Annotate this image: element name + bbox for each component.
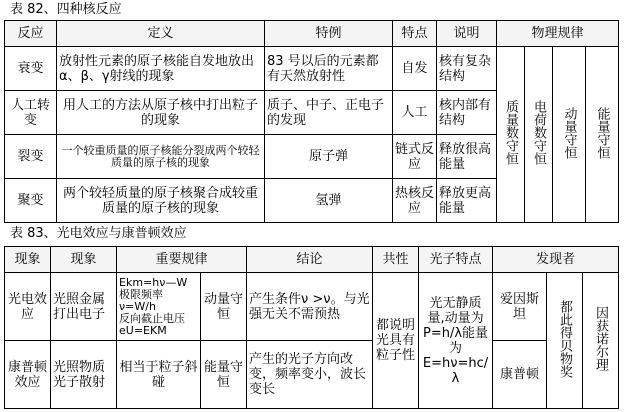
phenomenon2-cell: 光照金属打出电子 <box>51 273 117 341</box>
phenomenon-cell: 光电效应 <box>5 273 51 341</box>
reaction-cell: 裂变 <box>5 135 57 179</box>
definition-cell: 两个较轻质量的原子核聚合成较重质量的原子核的现象 <box>57 179 265 223</box>
feature-cell: 自发 <box>393 47 437 91</box>
feature-cell: 链式反应 <box>393 135 437 179</box>
table-row <box>5 341 619 409</box>
note-cell: 释放很高能量 <box>437 135 497 179</box>
law-energy-text: 能量守恒 <box>594 106 610 159</box>
conclusion-cell: 产生条件ν >ν。与光强无关不需预热 <box>247 273 373 341</box>
nobel-cell-2 <box>583 273 619 409</box>
feature-cell: 人工 <box>393 91 437 135</box>
example-cell: 氢弹 <box>265 179 393 223</box>
law-cell-energy <box>586 47 619 223</box>
table82-caption: 表 82、四种核反应 <box>10 2 122 17</box>
header-reaction: 反应 <box>5 21 57 47</box>
reaction-cell: 聚变 <box>5 179 57 223</box>
law-charge-text: 电荷数守恒 <box>531 100 546 165</box>
note-cell: 核内部有结构 <box>437 91 497 135</box>
law-mass-text: 质量数守恒 <box>503 100 518 165</box>
example-cell: 质子、中子、正电子的发现 <box>265 91 393 135</box>
header-phenomenon: 现象 <box>5 247 51 273</box>
law-conserve-cell: 能量守恒 <box>201 341 247 409</box>
header-phenomenon-2: 现象 <box>51 247 117 273</box>
nobel-text: 都此得贝物奖 <box>557 299 573 378</box>
photon-cell: 光无静质量,动量为P=h/λ能量为E=hν=hc/λ <box>419 273 493 409</box>
reaction-cell: 人工转变 <box>5 91 57 135</box>
common-cell: 都说明光具有粒子性 <box>373 273 419 409</box>
law-line: 极限频率ν=W/h <box>119 287 163 313</box>
example-cell: 83 号以后的元素都有天然放射性 <box>265 47 393 91</box>
note-cell: 核有复杂结构 <box>437 47 497 91</box>
note-cell: 释放更高能量 <box>437 179 497 223</box>
example-cell: 原子弹 <box>265 135 393 179</box>
feature-cell: 热核反应 <box>393 179 437 223</box>
discoverer-cell: 爱因斯坦 <box>493 273 547 341</box>
law-line: 反向截止电压 <box>119 311 185 325</box>
definition-cell: 放射性元素的原子核能自发地放出α、β、γ射线的现象 <box>57 47 265 91</box>
header-discoverer: 发现者 <box>493 247 619 273</box>
header-common: 共性 <box>373 247 419 273</box>
law-cell-mass <box>497 47 525 223</box>
nobel-cell <box>547 273 583 409</box>
law-conserve-cell: 动量守恒 <box>201 273 247 341</box>
law-cell: 相当于粒子斜碰 <box>117 341 201 409</box>
header-feature: 特点 <box>393 21 437 47</box>
table-83 <box>4 246 619 409</box>
header-conclusion: 结论 <box>247 247 373 273</box>
definition-cell: 一个较重质量的原子核能分裂成两个较轻质量的原子核的现象 <box>57 135 265 179</box>
header-example: 特例 <box>265 21 393 47</box>
header-law: 重要规律 <box>117 247 247 273</box>
phenomenon2-cell: 光照物质光子散射 <box>51 341 117 409</box>
phenomenon-cell: 康普顿效应 <box>5 341 51 409</box>
law-cell-momentum <box>553 47 586 223</box>
header-definition: 定义 <box>57 21 265 47</box>
definition-cell: 用人工的方法从原子核中打出粒子的现象 <box>57 91 265 135</box>
header-note: 说明 <box>437 21 497 47</box>
law-cell <box>117 273 201 341</box>
discoverer-cell: 康普顿 <box>493 341 547 409</box>
reaction-cell: 衰变 <box>5 47 57 91</box>
header-law: 物理规律 <box>497 21 619 47</box>
table83-caption: 表 83、光电效应与康普顿效应 <box>10 226 187 241</box>
header-photon: 光子特点 <box>419 247 493 273</box>
table-row <box>5 273 619 341</box>
law-line: eU=EKM <box>119 323 167 337</box>
law-momentum-text: 动量守恒 <box>561 106 577 159</box>
table-row <box>5 47 619 91</box>
nobel-text-2: 因获诺尔理 <box>593 306 609 371</box>
law-cell-charge <box>525 47 553 223</box>
conclusion-cell: 产生的光子方向改变，频率变小，波长变长 <box>247 341 373 409</box>
law-line: Ekm=hν—W <box>119 275 188 289</box>
table-82 <box>4 20 619 223</box>
